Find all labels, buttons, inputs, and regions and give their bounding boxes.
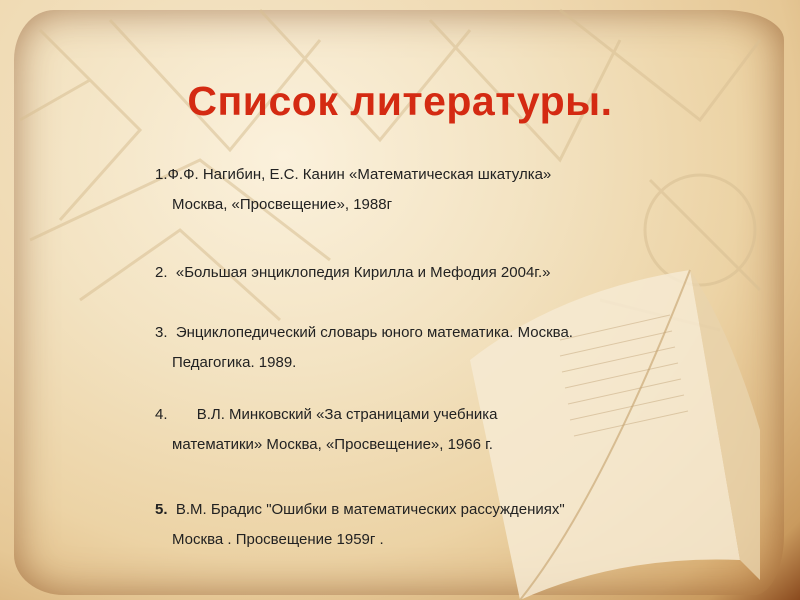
reference-number: 3. xyxy=(155,324,168,341)
reference-item xyxy=(155,160,551,220)
reference-text: В.М. Брадис "Ошибки в математических рассуждениях" xyxy=(175,501,565,518)
reference-text: Ф.Ф. Нагибин, Е.С. Канин «Математическая шкатулка» xyxy=(167,166,552,183)
reference-text: «Большая энциклопедия Кирилла и Мефодия 2004г.» xyxy=(175,264,551,281)
reference-item xyxy=(155,400,497,460)
reference-number: 2. xyxy=(155,264,168,281)
reference-text-continued: Москва . Просвещение 1959г . xyxy=(172,531,384,548)
reference-item xyxy=(155,258,550,288)
reference-text-continued: математики» Москва, «Просвещение», 1966 г. xyxy=(172,436,493,453)
reference-text: Энциклопедический словарь юного математика. Москва. xyxy=(175,324,573,341)
reference-item xyxy=(155,495,565,555)
reference-item xyxy=(155,318,573,378)
reference-text: В.Л. Минковский «За страницами учебника xyxy=(196,406,498,423)
reference-number: 5. xyxy=(155,501,168,518)
reference-text-continued: Педагогика. 1989. xyxy=(172,354,297,371)
reference-number: 1. xyxy=(155,166,168,183)
slide-title: Список литературы. xyxy=(187,78,613,124)
reference-text-continued: Москва, «Просвещение», 1988г xyxy=(172,196,393,213)
reference-number: 4. xyxy=(155,406,168,423)
